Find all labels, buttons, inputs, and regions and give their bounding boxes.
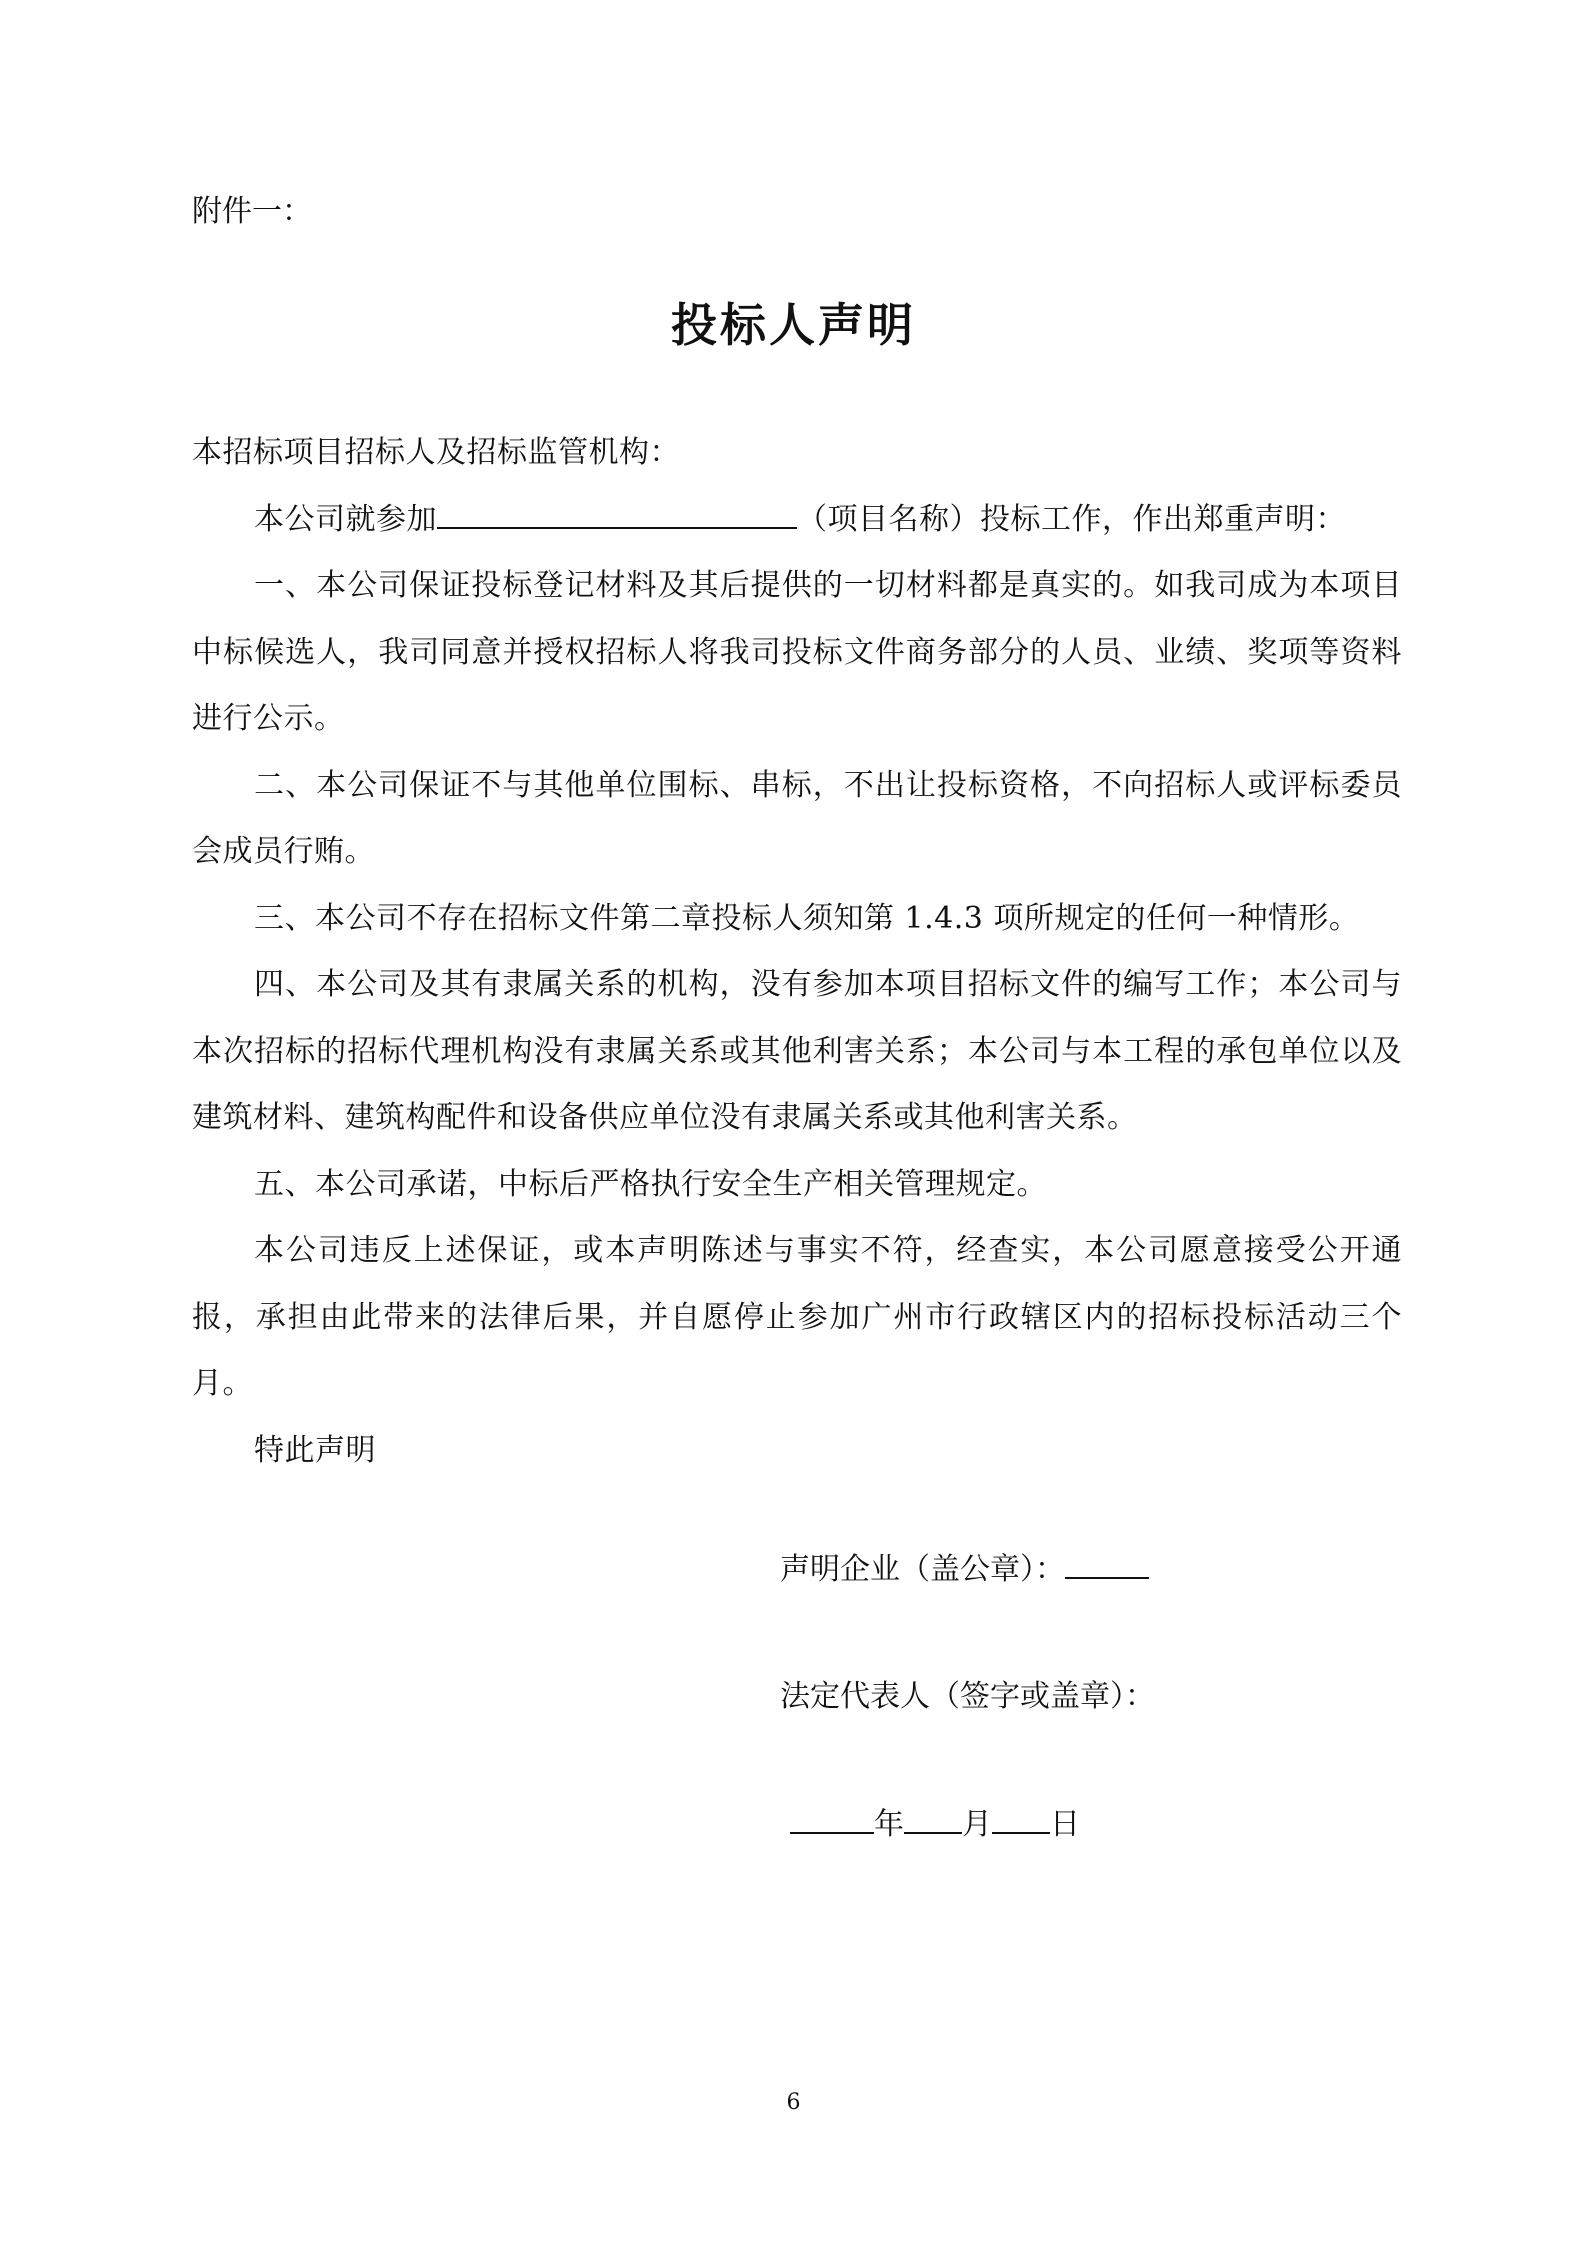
intro-prefix: 本公司就参加 (254, 501, 437, 537)
page-title: 投标人声明 (671, 298, 916, 352)
year-blank[interactable] (790, 1806, 874, 1834)
day-blank[interactable] (992, 1806, 1050, 1834)
company-seal-line (780, 1550, 1149, 1590)
closing-statement: 特此声明 (254, 1432, 376, 1468)
month-blank[interactable] (904, 1806, 962, 1834)
clause-1: 一、本公司保证投标登记材料及其后提供的一切材料都是真实的。如我司成为本项目中标候选人，我司同意并授权招标人将我司投标文件商务部分的人员、业绩、奖项等资料进行公示。 (192, 568, 1402, 736)
day-label: 日 (1050, 1807, 1080, 1842)
company-seal-label: 声明企业（盖公章）： (780, 1552, 1065, 1587)
clause-5: 五、本公司承诺，中标后严格执行安全生产相关管理规定。 (254, 1166, 1047, 1202)
date-line (790, 1805, 1080, 1845)
intro-paragraph (192, 487, 1402, 554)
company-seal-blank[interactable] (1065, 1551, 1149, 1579)
legal-rep-line (780, 1677, 1155, 1717)
intro-suffix: （项目名称）投标工作，作出郑重声明： (797, 501, 1346, 537)
attachment-label: 附件一： (192, 194, 312, 229)
legal-rep-label: 法定代表人（签字或盖章）： (780, 1679, 1155, 1714)
project-name-blank[interactable] (437, 501, 797, 529)
addressee: 本招标项目招标人及招标监管机构： (192, 435, 680, 470)
declaration-body (192, 420, 1402, 1484)
clause-2: 二、本公司保证不与其他单位围标、串标，不出让投标资格，不向招标人或评标委员会成员行贿。 (192, 767, 1402, 869)
month-label: 月 (962, 1807, 992, 1842)
clause-3: 三、本公司不存在招标文件第二章投标人须知第 1.4.3 项所规定的任何一种情形。 (254, 900, 1360, 936)
year-label: 年 (874, 1807, 904, 1842)
page-number: 6 (786, 2090, 801, 2115)
clause-4: 四、本公司及其有隶属关系的机构，没有参加本项目招标文件的编写工作；本公司与本次招标的招标代理机构没有隶属关系或其他利害关系；本公司与本工程的承包单位以及建筑材料、建筑构配件和设备供应单位没有隶属关系或其他利害关系。 (192, 967, 1402, 1135)
penalty-paragraph: 本公司违反上述保证，或本声明陈述与事实不符，经查实，本公司愿意接受公开通报，承担由此带来的法律后果，并自愿停止参加广州市行政辖区内的招标投标活动三个月。 (192, 1233, 1402, 1401)
